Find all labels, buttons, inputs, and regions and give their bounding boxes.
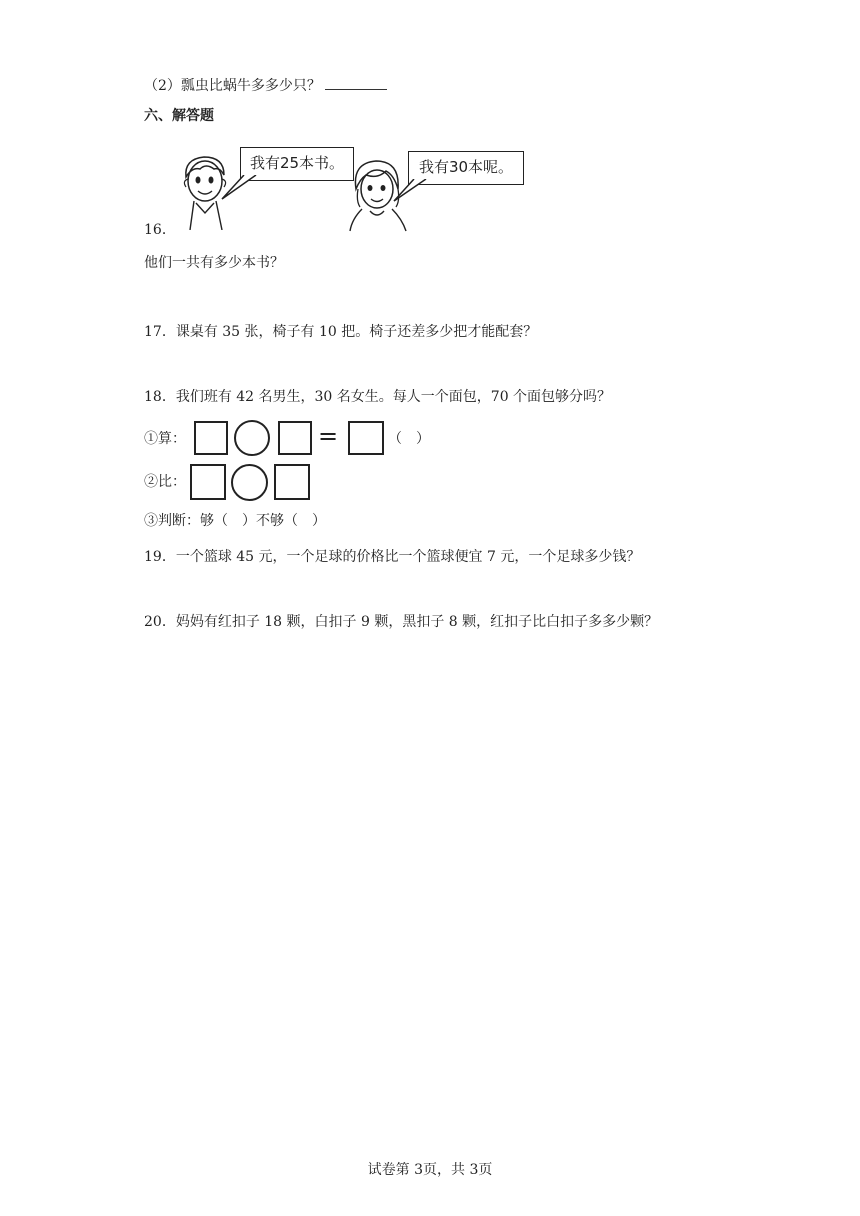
step-1-label: ①算： (144, 431, 186, 447)
question-16-text: 他们一共有多少本书？ (144, 255, 284, 271)
question-16-number: 16． (144, 222, 176, 238)
answer-blank[interactable] (325, 76, 387, 90)
step-1-operand-box-1[interactable] (194, 421, 228, 455)
step-2-left-box[interactable] (190, 464, 226, 500)
page-footer: 试卷第 3页，共 3页 (367, 1162, 493, 1178)
step-1-unit-paren[interactable]: （ ） (388, 431, 430, 447)
question-19-text: 19．一个篮球 45 元，一个足球的价格比一个篮球便宜 7 元，一个足球多少钱？ (144, 549, 641, 565)
step-2-right-box[interactable] (274, 464, 310, 500)
step-2-compare-circle[interactable] (231, 464, 268, 501)
step-3-judgement: ③判断：够（ ）不够（ ） (144, 513, 326, 529)
section-title: 六、解答题 (144, 108, 214, 124)
question-15-part-2 (144, 76, 387, 95)
girl-speech-bubble: 我有30本呢。 (408, 151, 524, 185)
question-16-illustration (176, 145, 536, 230)
boy-bubble-tail-icon (220, 175, 260, 205)
question-15-part-2-text: （2）瓢虫比蜗牛多多少只？ (144, 78, 321, 94)
step-1-operator-circle[interactable] (234, 420, 270, 456)
boy-speech-bubble: 我有25本书。 (240, 147, 354, 181)
question-17-text: 17．课桌有 35 张，椅子有 10 把。椅子还差多少把才能配套？ (144, 324, 538, 340)
girl-bubble-tail-icon (390, 179, 430, 209)
step-1-operand-box-2[interactable] (278, 421, 312, 455)
question-20-text: 20．妈妈有红扣子 18 颗，白扣子 9 颗，黑扣子 8 颗，红扣子比白扣子多多少颗？ (144, 614, 659, 630)
step-1-result-box[interactable] (348, 421, 384, 455)
step-2-label: ②比： (144, 474, 186, 490)
equals-sign: = (318, 422, 339, 450)
question-18-text: 18．我们班有 42 名男生，30 名女生。每人一个面包，70 个面包够分吗？ (144, 389, 612, 405)
